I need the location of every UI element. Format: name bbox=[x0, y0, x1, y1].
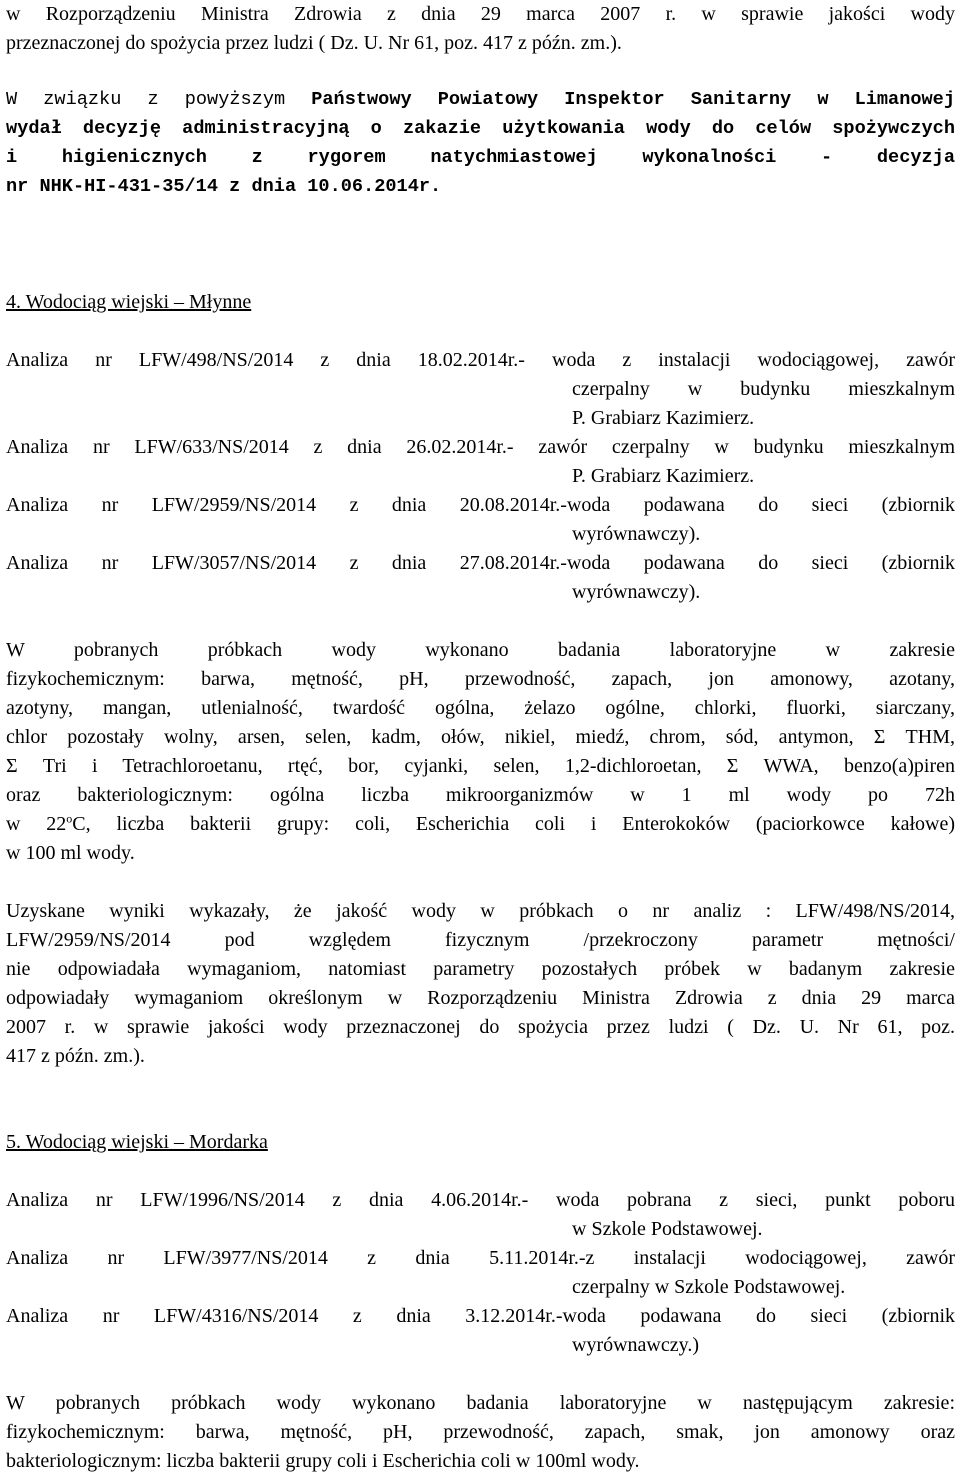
s4-analysis-1-line-1: Analiza nr LFW/498/NS/2014 z dnia 18.02.2014r.- woda z instalacji wodociągowej, zawór bbox=[6, 349, 955, 371]
s5-analysis-2-line-1: Analiza nr LFW/3977/NS/2014 z dnia 5.11.2014r.-z instalacji wodociągowej, zawór bbox=[6, 1247, 955, 1269]
s5-analysis-2-line-2: czerpalny w Szkole Podstawowej. bbox=[572, 1276, 846, 1298]
para3-line-3: bakteriologicznym: liczba bakterii grupy coli i Escherichia coli w 100ml wody. bbox=[6, 1450, 640, 1472]
section-4-heading: 4. Wodociąg wiejski – Młynne bbox=[6, 291, 252, 313]
para3-line-1: W pobranych próbkach wody wykonano badania laboratoryjne w następującym zakresie: bbox=[6, 1392, 955, 1414]
s4-analysis-3-line-1: Analiza nr LFW/2959/NS/2014 z dnia 20.08.2014r.-woda podawana do sieci (zbiornik bbox=[6, 494, 955, 516]
para2-line-6: 417 z późn. zm.). bbox=[6, 1045, 145, 1067]
para1-line-7-end: C, liczba bakterii grupy: coli, Escherichia coli i Enterokoków (paciorkowce kałowe) bbox=[72, 813, 955, 835]
para1-line-2: fizykochemicznym: barwa, mętność, pH, przewodność, zapach, jon amonowy, azotany, bbox=[6, 668, 955, 690]
para2-line-3: nie odpowiadała wymaganiom, natomiast parametry pozostałych próbek w badanym zakresie bbox=[6, 958, 955, 980]
decision-line-1-start: W związku z powyższym bbox=[6, 89, 312, 110]
decision-line-2: wydał decyzję administracyjną o zakazie użytkowania wody do celów spożywczych bbox=[6, 118, 955, 139]
s5-analysis-3-line-2: wyrównawczy.) bbox=[572, 1334, 699, 1356]
s4-analysis-1-line-2: czerpalny w budynku mieszkalnym bbox=[572, 378, 955, 400]
degree-sup: o bbox=[66, 812, 73, 826]
s4-analysis-1-line-3: P. Grabiarz Kazimierz. bbox=[572, 407, 755, 429]
s4-analysis-3-line-2: wyrównawczy). bbox=[572, 523, 701, 545]
para1-line-7 bbox=[6, 812, 955, 836]
s4-analysis-2-line-2: P. Grabiarz Kazimierz. bbox=[572, 465, 755, 487]
para1-line-7-start: w 22 bbox=[6, 813, 67, 835]
para1-line-4: chlor pozostały wolny, arsen, selen, kadm, ołów, nikiel, miedź, chrom, sód, antymon, Σ THM, bbox=[6, 726, 955, 748]
intro-line-1: w Rozporządzeniu Ministra Zdrowia z dnia 29 marca 2007 r. w sprawie jakości wody bbox=[6, 3, 955, 25]
s4-analysis-2-line-1: Analiza nr LFW/633/NS/2014 z dnia 26.02.2014r.- zawór czerpalny w budynku mieszkalnym bbox=[6, 436, 955, 458]
s5-analysis-1-line-2: w Szkole Podstawowej. bbox=[572, 1218, 763, 1240]
section-5-heading: 5. Wodociąg wiejski – Mordarka bbox=[6, 1131, 268, 1153]
para2-line-4: odpowiadały wymaganiom określonym w Rozporządzeniu Ministra Zdrowia z dnia 29 marca bbox=[6, 987, 955, 1009]
decision-line-3: i higienicznych z rygorem natychmiastowej wykonalności - decyzja bbox=[6, 147, 955, 168]
para2-line-1: Uzyskane wyniki wykazały, że jakość wody w próbkach o nr analiz : LFW/498/NS/2014, bbox=[6, 900, 955, 922]
para2-line-5: 2007 r. w sprawie jakości wody przeznaczonej do spożycia przez ludzi ( Dz. U. Nr 61, poz. bbox=[6, 1016, 955, 1038]
inspector-name: Państwowy Powiatowy Inspektor Sanitarny w Limanowej bbox=[311, 89, 955, 110]
s4-analysis-4-line-1: Analiza nr LFW/3057/NS/2014 z dnia 27.08.2014r.-woda podawana do sieci (zbiornik bbox=[6, 552, 955, 574]
s4-analysis-4-line-2: wyrównawczy). bbox=[572, 581, 701, 603]
para1-line-3: azotyny, mangan, utlenialność, twardość ogólna, żelazo ogólne, chlorki, fluorki, siarczany, bbox=[6, 697, 955, 719]
s5-analysis-3-line-1: Analiza nr LFW/4316/NS/2014 z dnia 3.12.2014r.-woda podawana do sieci (zbiornik bbox=[6, 1305, 955, 1327]
para1-line-8: w 100 ml wody. bbox=[6, 842, 135, 864]
para1-line-6: oraz bakteriologicznym: ogólna liczba mikroorganizmów w 1 ml wody po 72h bbox=[6, 784, 955, 806]
s5-analysis-1-line-1: Analiza nr LFW/1996/NS/2014 z dnia 4.06.2014r.- woda pobrana z sieci, punkt poboru bbox=[6, 1189, 955, 1211]
decision-line-1 bbox=[6, 88, 955, 112]
intro-line-2: przeznaczonej do spożycia przez ludzi ( Dz. U. Nr 61, poz. 417 z późn. zm.). bbox=[6, 32, 622, 54]
para1-line-1: W pobranych próbkach wody wykonano badania laboratoryjne w zakresie bbox=[6, 639, 955, 661]
decision-number: nr NHK-HI-431-35/14 z dnia 10.06.2014r. bbox=[6, 176, 442, 197]
para1-line-5: Σ Tri i Tetrachloroetanu, rtęć, bor, cyjanki, selen, 1,2-dichloroetan, Σ WWA, benzo(a)piren bbox=[6, 755, 955, 777]
para2-line-2: LFW/2959/NS/2014 pod względem fizycznym /przekroczony parametr mętności/ bbox=[6, 929, 955, 951]
para3-line-2: fizykochemicznym: barwa, mętność, pH, przewodność, zapach, smak, jon amonowy oraz bbox=[6, 1421, 955, 1443]
